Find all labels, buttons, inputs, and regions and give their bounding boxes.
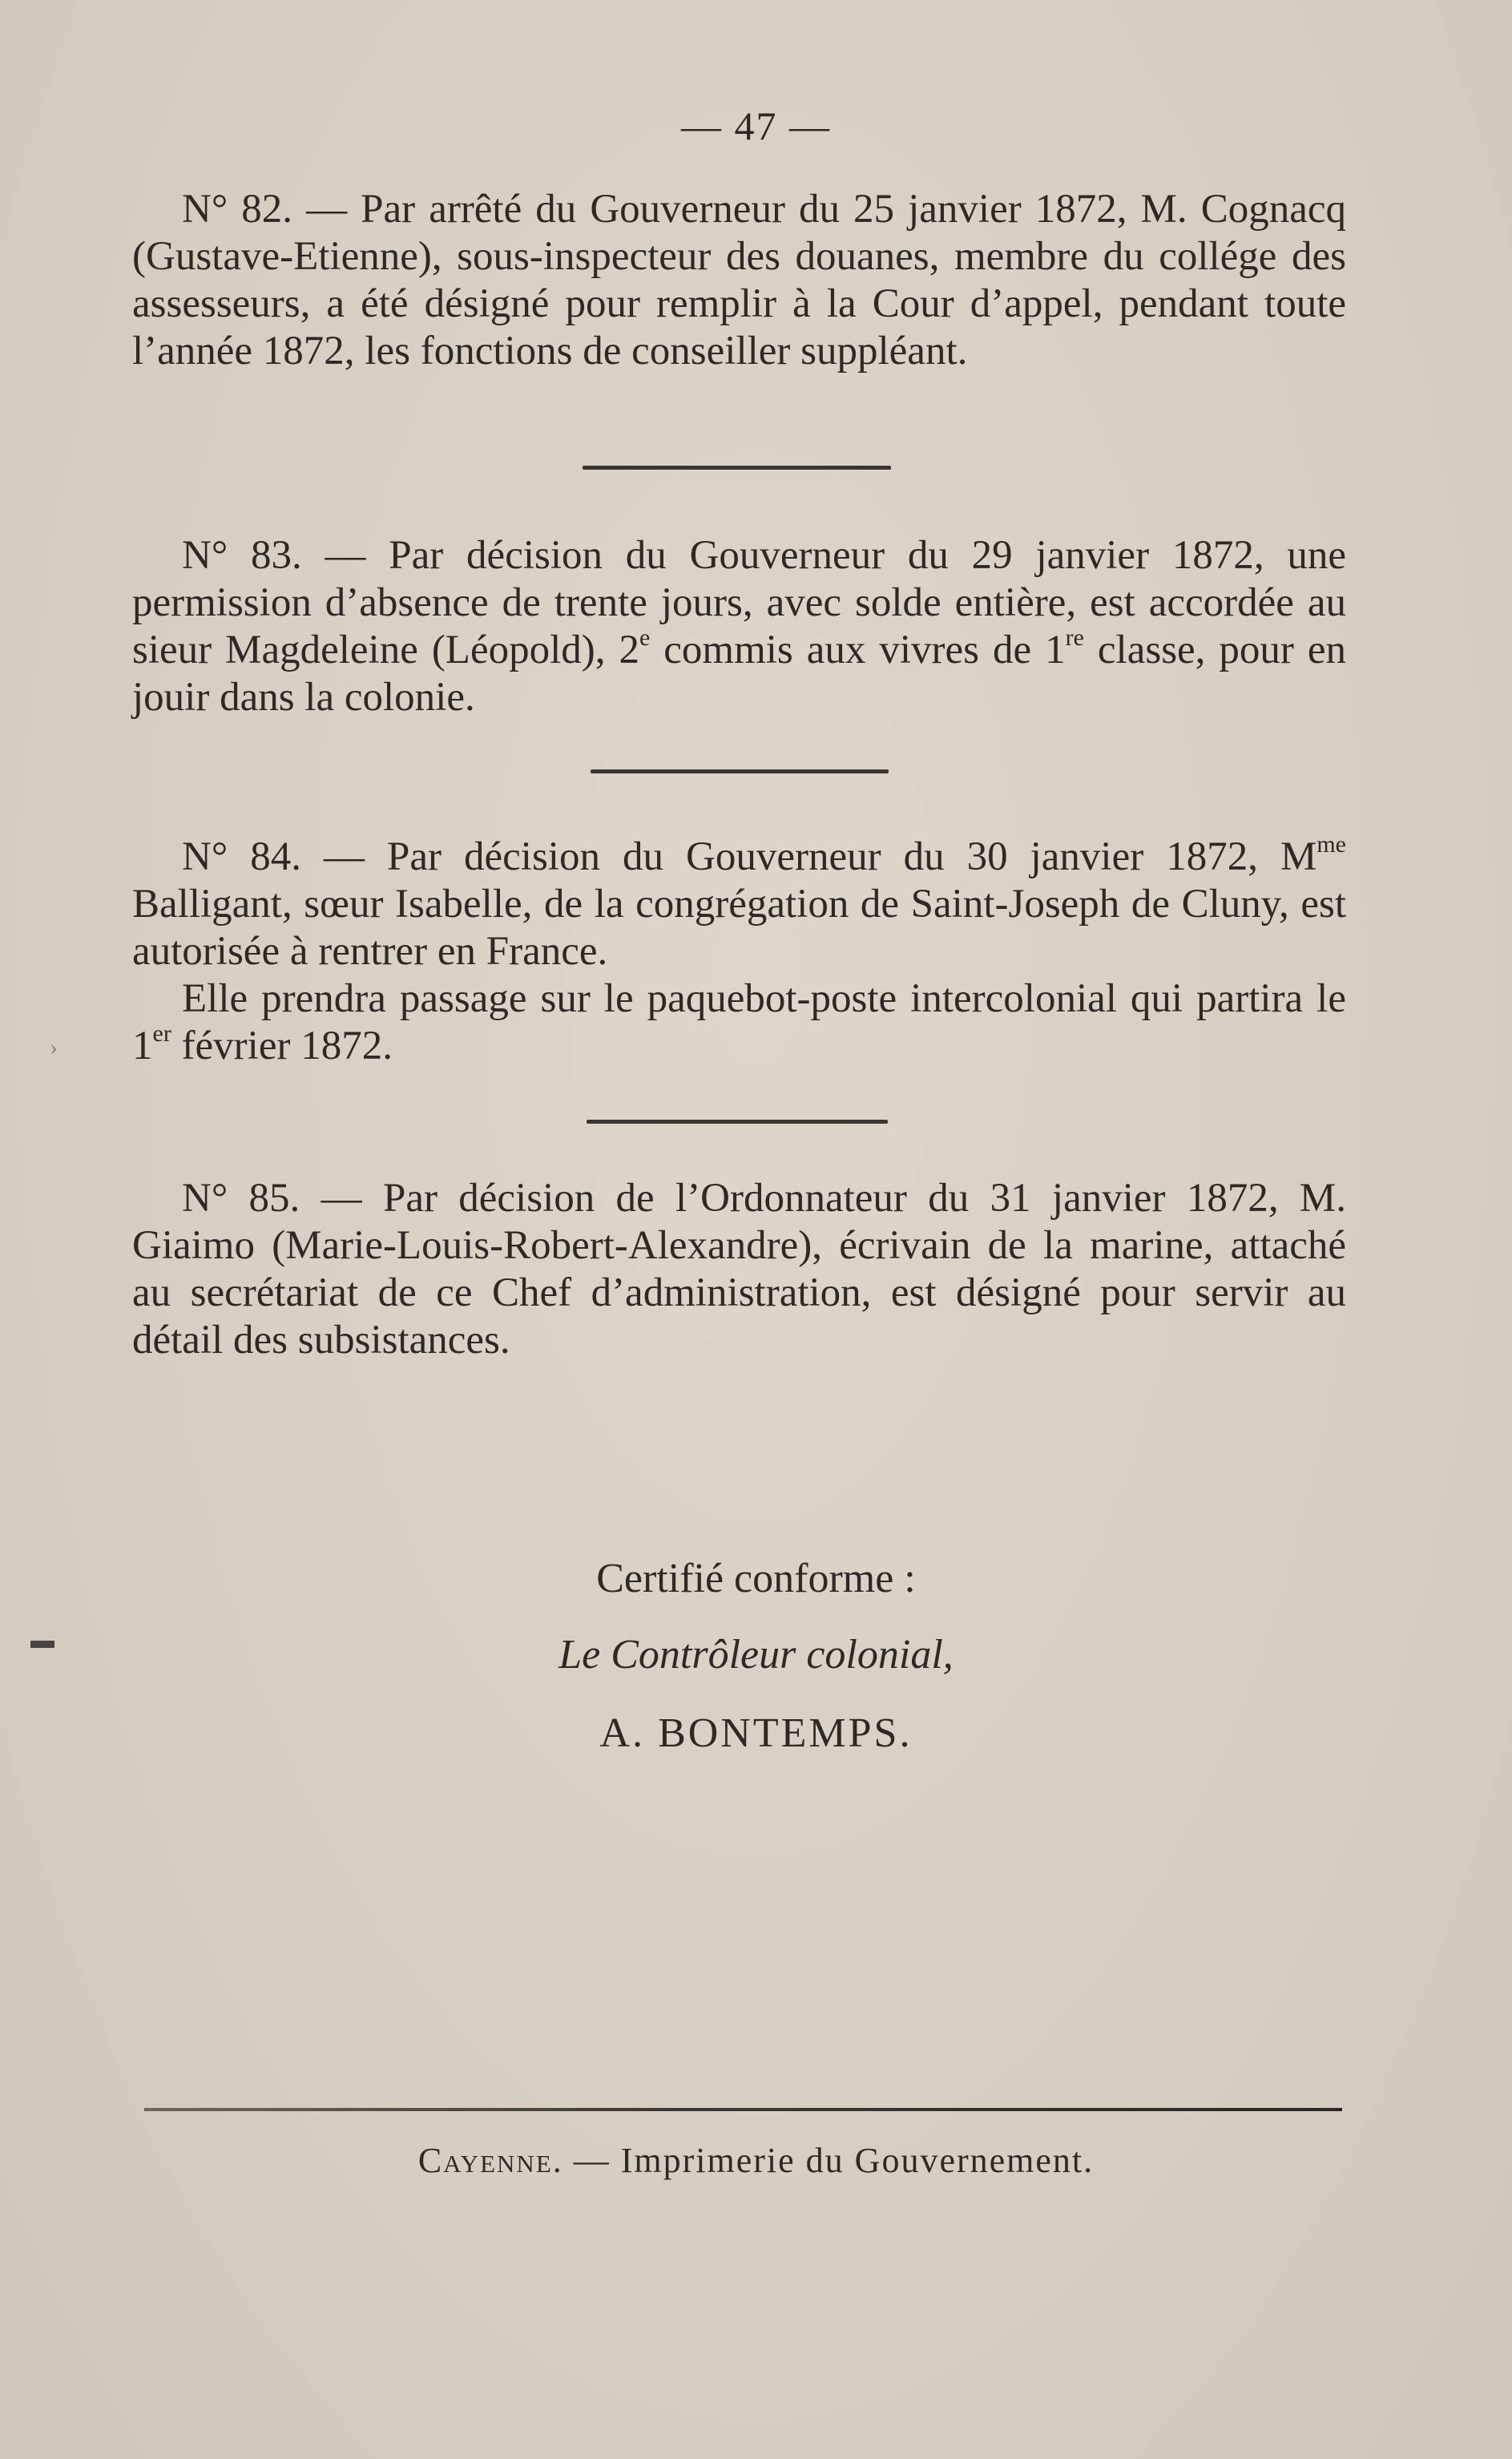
imprint-place: Cayenne. <box>417 2141 563 2180</box>
entry-84-para2-text-a: Elle prendra passage sur le paquebot-poste intercolonial qui partira le 1 <box>132 976 1346 1068</box>
entry-82-paragraph <box>132 186 1346 375</box>
paper-speck: ▬ <box>30 1627 54 1653</box>
entry-84-number: N° 84. <box>182 834 301 879</box>
entry-83-text-c: classe, pour en jouir dans la colonie. <box>132 628 1346 720</box>
entry-84-text-b: Balligant, sœur Isabelle, de la congrégation de Saint-Joseph de Cluny, est autorisée à rentrer en France. <box>132 882 1346 974</box>
entry-83 <box>132 532 1346 721</box>
certification-title: Certifié conforme : <box>596 1556 916 1601</box>
imprint-printer: — Imprimerie du Gouvernement. <box>562 2141 1095 2180</box>
entry-83-paragraph <box>132 532 1346 721</box>
entry-84-para2-superscript: er <box>152 1020 171 1047</box>
entry-85-text: — Par décision de l’Ordonnateur du 31 janvier 1872, M. Giaimo (Marie-Louis-Robert-Alexandre), écrivain de la marine, attaché au secrétariat de ce Chef d’administration, est désigné pour servir au détail des subsistances. <box>132 1176 1346 1363</box>
footer-rule <box>144 2108 1342 2111</box>
entry-84-paragraph-2 <box>132 975 1346 1070</box>
entry-82 <box>132 186 1346 375</box>
separator-rule-3 <box>587 1120 888 1124</box>
separator-rule-2 <box>591 769 889 773</box>
entry-84-superscript: me <box>1316 831 1346 858</box>
entry-83-superscript-a: e <box>639 624 651 651</box>
entry-82-number: N° 82. <box>182 187 293 232</box>
certification-role: Le Contrôleur colonial, <box>558 1632 954 1678</box>
entry-83-text-b: commis aux vivres de 1 <box>650 628 1066 672</box>
certification-signatory: A. BONTEMPS. <box>599 1710 913 1756</box>
entry-83-number: N° 83. <box>182 533 302 578</box>
entry-84-paragraph-1 <box>132 831 1346 975</box>
entry-84-text-a: — Par décision du Gouverneur du 30 janvier 1872, M <box>301 834 1317 879</box>
printer-imprint <box>0 2140 1512 2181</box>
entry-84-para2-text-b: février 1872. <box>171 1024 393 1068</box>
entry-85 <box>132 1175 1346 1364</box>
page-number: — 47 — <box>681 103 831 148</box>
entry-83-text-a: — Par décision du Gouverneur du 29 janvier 1872, une permission d’absence de trente jours, avec solde entière, est accordée au sieur Magdeleine (Léopold), 2 <box>132 533 1346 672</box>
entry-85-number: N° 85. <box>182 1176 300 1221</box>
separator-rule-1 <box>583 466 891 470</box>
entry-84 <box>132 831 1346 1070</box>
entry-83-superscript-b: re <box>1065 624 1084 651</box>
paper-speck: › <box>50 1034 58 1060</box>
entry-85-paragraph <box>132 1175 1346 1364</box>
entry-82-text: — Par arrêté du Gouverneur du 25 janvier 1872, M. Cognacq (Gustave-Etienne), sous-inspecteur des douanes, membre du collége des assesseurs, a été désigné pour remplir à la Cour d’appel, pendant toute l’année 1872, les fonctions de conseiller suppléant. <box>132 187 1346 373</box>
